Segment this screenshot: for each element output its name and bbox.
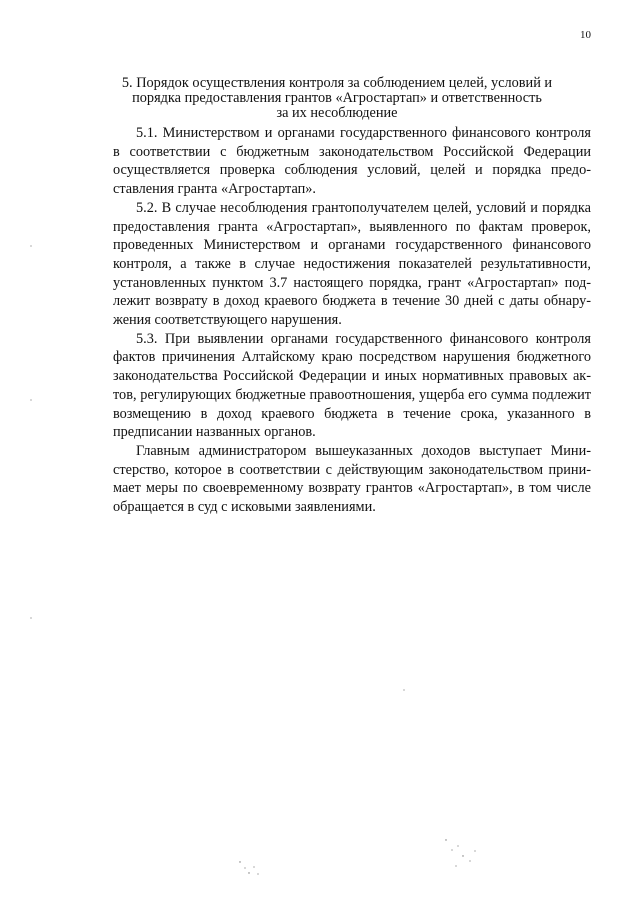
paragraph-5-2: 5.2. В случае несоблюдения грантополучателем целей, условий и порядка предоставления гранта «Агростартап», выявленного по фактам проверок, проведенных Министерством и органами государственного финансового контроля, а также в случае недостижения показателей результативности, установленных пунктом 3.7 настоящего порядка, грант «Агростартап» подлежит возврату в доход краевого бюджета в течение 30 дней с даты обнаружения соответствующего нарушения.	[113, 199, 591, 329]
page-number: 10	[580, 29, 591, 41]
paragraph-administrator: Главным администратором вышеуказанных доходов выступает Министерство, которое в соответствии с действующим законодательством принимает меры по своевременному возврату грантов «Агростартап», в том числе обращается в суд с исковыми заявлениями.	[113, 442, 591, 516]
section-heading	[96, 76, 578, 121]
section-heading-line: порядка предоставления грантов «Агростартап» и ответственность	[132, 90, 542, 106]
section-heading-line: за их несоблюдение	[276, 105, 398, 121]
paragraph-5-1: 5.1. Министерством и органами государственного финансового контроля в соответствии с бюджетным законодательством Российской Федерации осуществляется проверка соблюдения условий, целей и порядка предоставления гранта «Агростартап».	[113, 125, 591, 198]
section-body	[113, 124, 591, 517]
paragraph-5-3: 5.3. При выявлении органами государственного финансового контроля фактов причинения Алтайскому краю посредством нарушения бюджетного законодательства Российской Федерации и иных нормативных правовых актов, регулирующих бюджетные правоотношения, ущерба его сумма подлежит возмещению в доход краевого бюджета в течение срока, указанного в предписании названных органов.	[113, 330, 591, 441]
section-heading-line: 5. Порядок осуществления контроля за соблюдением целей, условий и	[121, 75, 553, 91]
